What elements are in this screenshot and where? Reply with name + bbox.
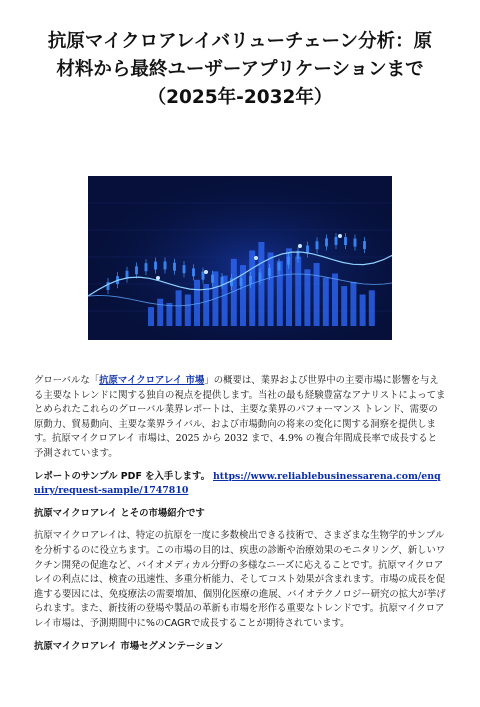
article-body — [34, 374, 446, 662]
hero-bar — [304, 269, 310, 326]
market-link[interactable]: 抗原マイクロアレイ 市場 — [99, 375, 205, 386]
hero-bar — [249, 250, 255, 326]
hero-bar — [350, 282, 356, 326]
hero-candle-body — [202, 272, 205, 280]
hero-bar — [369, 290, 375, 326]
intro-year-to: 2032 — [224, 433, 249, 445]
hero-dot — [204, 270, 208, 274]
page-title — [34, 28, 446, 112]
hero-candle-body — [316, 241, 319, 249]
hero-dot — [156, 276, 160, 280]
hero-bar — [332, 274, 338, 327]
hero-bar — [203, 284, 209, 326]
hero-image — [88, 176, 392, 340]
hero-candle-body — [325, 238, 328, 246]
intro-mid3: まで、 — [248, 433, 279, 445]
hero-bar — [268, 253, 274, 327]
hero-bar — [258, 242, 264, 326]
hero-bar — [166, 303, 172, 326]
hero-candle-body — [335, 237, 338, 245]
hero-candle-body — [164, 261, 167, 269]
hero-candle-body — [192, 268, 195, 276]
document-page — [0, 28, 480, 707]
hero-candle-body — [145, 263, 148, 271]
hero-bar — [176, 290, 182, 326]
hero-dot — [254, 256, 258, 260]
intro-middle: 」の概要は、業界および世界中の主要市場に影響を与える主要なトレンドに関する独自の視点を提供します。当社の最も経験豊富なアナリストによってまとめられたこれらのグローバル業界レポートは、主要な業界のパフォーマンス トレンド、需要の原動力、貿易動向、主要な業界ライバル、および市場動向の将来の変化に関する洞察を提供します。抗原マイクロアレイ 市場は、 — [34, 375, 446, 445]
title-line-1: 抗原マイクロアレイバリューチェーン分析：原 — [47, 31, 433, 52]
title-line-3: （2025年-2032年） — [147, 87, 333, 108]
hero-candle-body — [249, 276, 252, 284]
hero-bar — [323, 278, 329, 326]
hero-bar — [341, 286, 347, 326]
hero-candle-body — [268, 268, 271, 276]
hero-candle-body — [221, 277, 224, 285]
intro-year-from: 2025 — [175, 433, 200, 445]
hero-candle-body — [230, 278, 233, 286]
hero-candle-body — [211, 275, 214, 283]
hero-candle-body — [183, 265, 186, 273]
hero-candle-body — [259, 273, 262, 281]
hero-dot — [298, 244, 302, 248]
section-heading-segmentation: 抗原マイクロアレイ 市場セグメンテーション — [34, 640, 224, 652]
intro-mid2: から — [199, 433, 225, 445]
hero-bar — [277, 261, 283, 326]
section-intro-body: 抗原マイクロアレイは、特定の抗原を一度に多数検出できる技術で、さまざまな生物学的サンプルを分析するのに役立ちます。この市場の目的は、疾患の診断や治療効果のモニタリング、新しいワクチン開発の促進など、バイオメディカル分野の多様なニーズに応えることです。抗原マイクロアレイの利点には、検査の迅速性、多重分析能力、そしてコスト効果が含まれます。市場の成長を促進する要因には、免疫療法の需要増加、個別化医療の進展、バイオテクノロジー研究の拡大が挙げられます。また、新技術の登場や製品の革新も市場を形作る重要なトレンドです。抗原マイクロアレイ市場は、予測期間中に%のCAGRで成長することが期待されています。 — [34, 530, 446, 629]
hero-bar — [314, 263, 320, 326]
hero-candle-body — [344, 237, 347, 245]
hero-bar — [148, 307, 154, 326]
hero-bar — [185, 295, 191, 327]
intro-cagr: 4.9% — [279, 433, 303, 445]
hero-candle-body — [135, 266, 138, 274]
hero-bar — [360, 295, 366, 327]
title-line-2: 材料から最終ユーザーアプリケーションまで — [56, 59, 424, 80]
hero-bar — [157, 299, 163, 326]
sample-label: レポートのサンプル PDF を入手します。 — [34, 470, 210, 482]
hero-candle-body — [278, 263, 281, 271]
hero-candle-body — [363, 241, 366, 249]
intro-paragraph — [34, 374, 446, 462]
hero-candle-body — [240, 278, 243, 286]
sample-url-link[interactable]: https://www.reliablebusinessarena.com/enquiry/request-sample/1747810 — [34, 470, 441, 497]
intro-prefix: グローバルな「 — [34, 375, 100, 386]
hero-bar — [295, 257, 301, 326]
hero-dot — [338, 234, 342, 238]
hero-candle-body — [107, 282, 110, 290]
intro-suffix: の複合年間成長率で成長すると予測されています。 — [34, 433, 438, 459]
hero-candle-body — [287, 257, 290, 265]
hero-candle-body — [154, 262, 157, 270]
hero-candle-body — [173, 263, 176, 271]
sample-paragraph — [34, 470, 446, 499]
section-heading-intro: 抗原マイクロアレイ とその市場紹介です — [34, 507, 205, 519]
hero-candle-body — [354, 239, 357, 247]
hero-chart-graphic — [88, 176, 392, 340]
